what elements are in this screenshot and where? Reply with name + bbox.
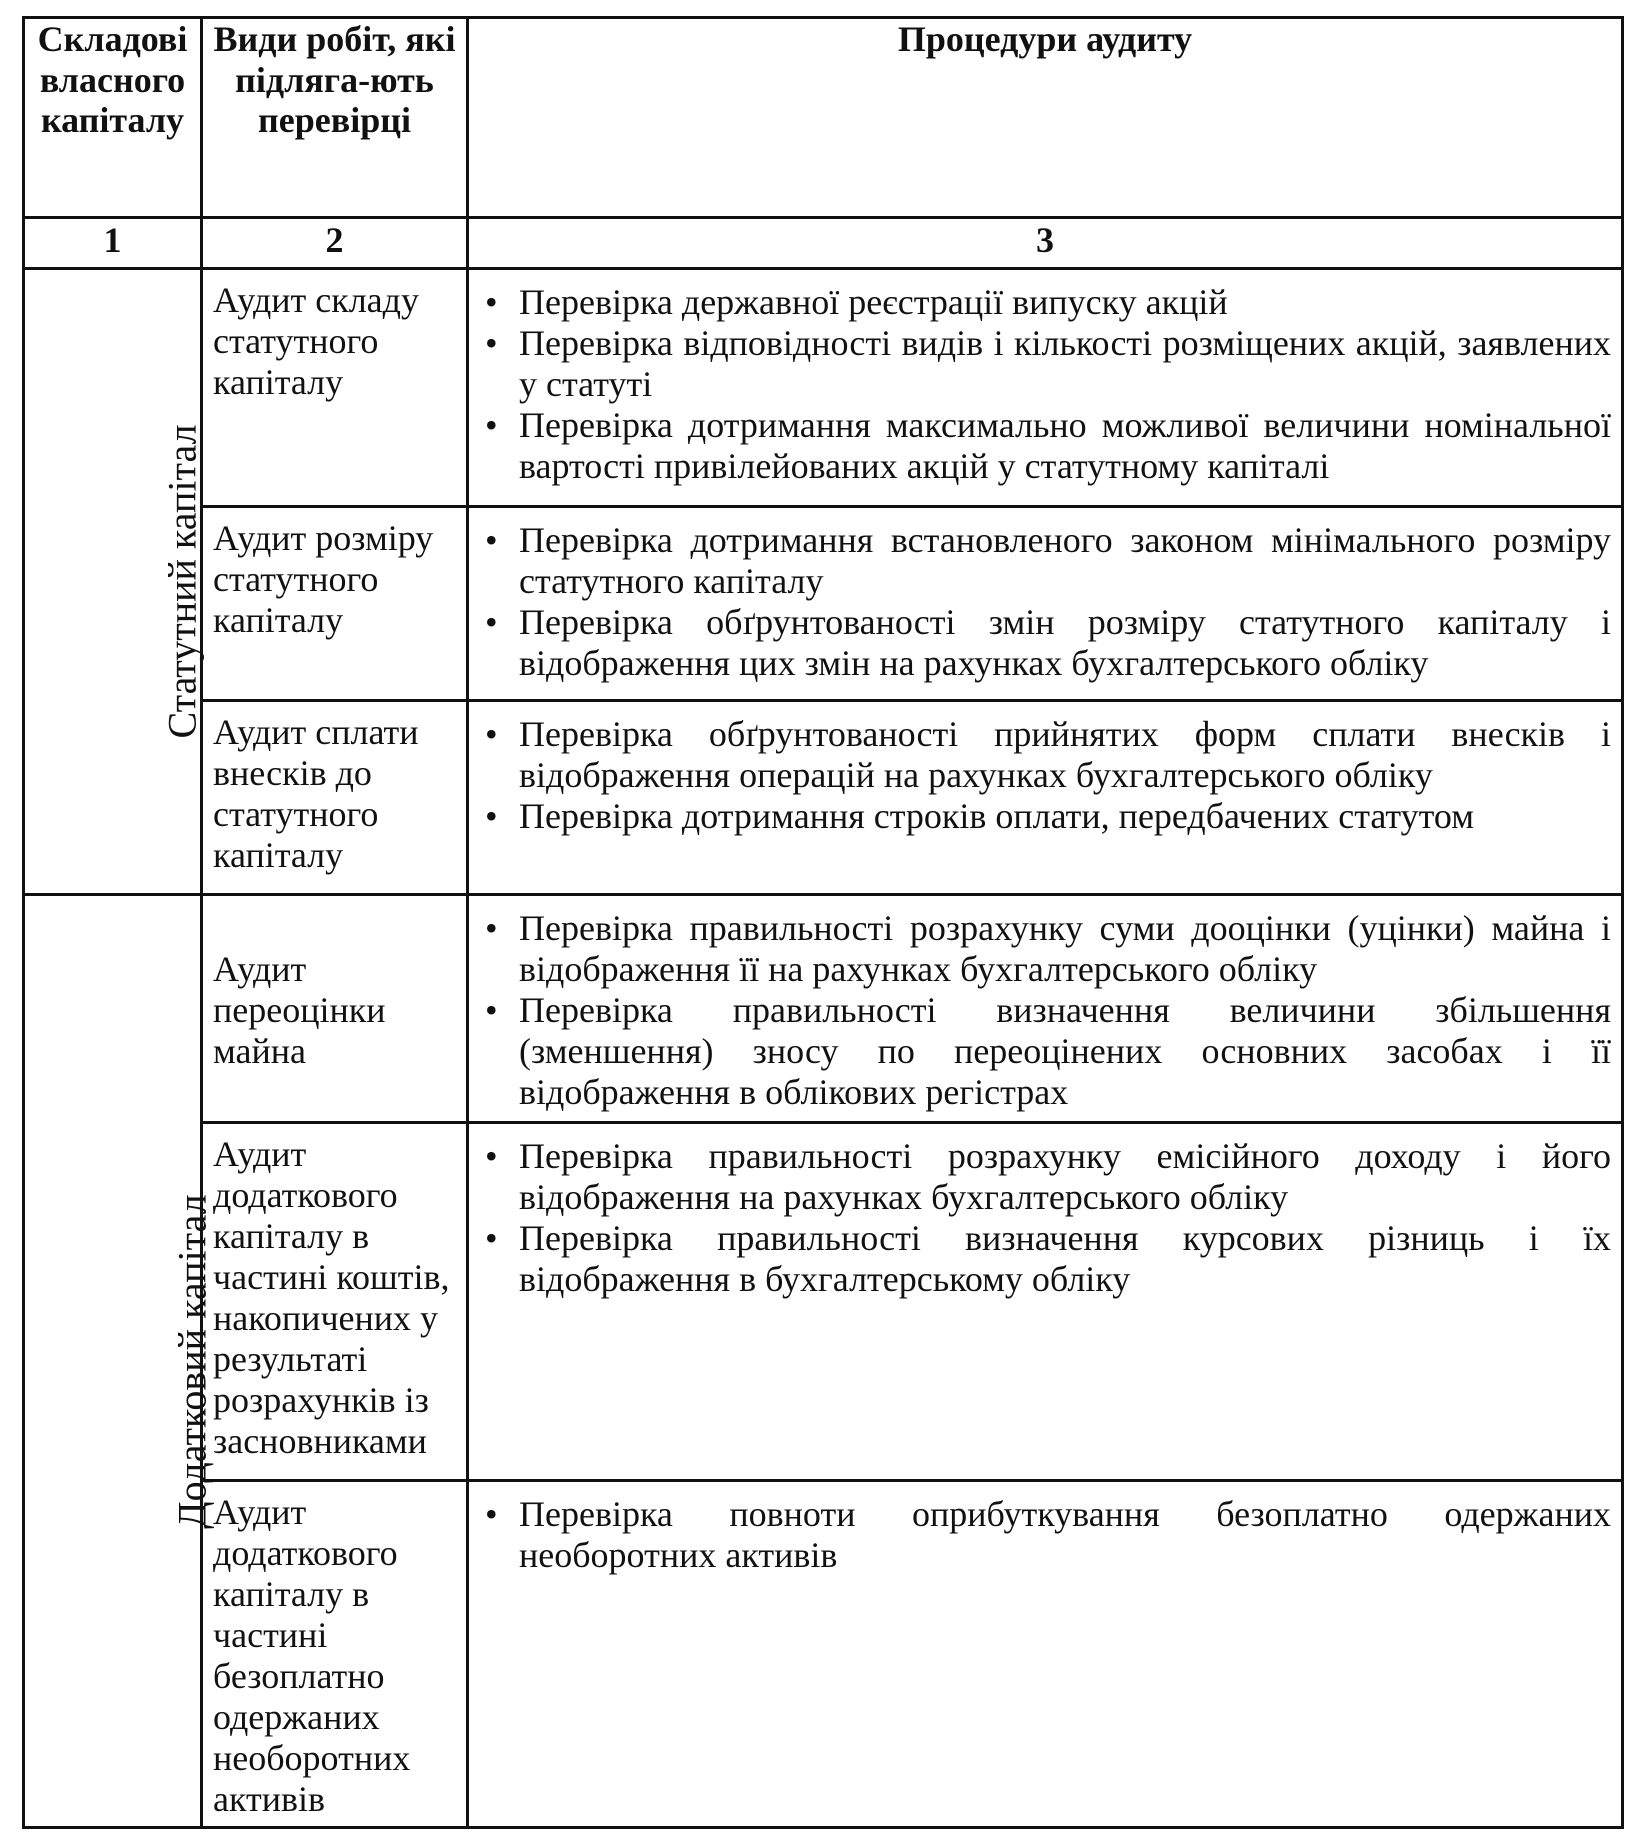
procedure-item: • Перевірка правильності розрахунку суми дооцінки (уцінки) майна і відображення її на рахунках бухгалтерського обліку <box>481 908 1611 990</box>
group-label: Додатковий капітал <box>169 1193 215 1529</box>
procedures-cell <box>468 1481 1623 1828</box>
table-row <box>24 701 1623 895</box>
work-type-cell: Аудит складу статутного капіталу <box>202 269 468 507</box>
header-row <box>24 18 1623 218</box>
procedure-item: • Перевірка правильності визначення курсових різниць і їх відображення в бухгалтерському обліку <box>481 1218 1611 1300</box>
group-label: Статутний капітал <box>159 424 205 739</box>
procedure-item: • Перевірка правильності розрахунку емісійного доходу і його відображення на рахунках бухгалтерського обліку <box>481 1136 1611 1218</box>
procedure-item: • Перевірка дотримання строків оплати, передбачених статутом <box>481 796 1611 837</box>
audit-procedures-table <box>22 16 1624 1829</box>
work-type-cell: Аудит сплати внесків до статутного капіталу <box>202 701 468 895</box>
procedure-item: • Перевірка обґрунтованості змін розміру статутного капіталу і відображення цих змін на рахунках бухгалтерського обліку <box>481 602 1611 684</box>
work-type-cell: Аудит переоцінки майна <box>202 895 468 1123</box>
column-number-row <box>24 218 1623 269</box>
header-work-types: Види робіт, які підляга-ють перевірці <box>202 18 468 218</box>
table-row <box>24 1123 1623 1481</box>
column-number-2: 2 <box>202 218 468 269</box>
procedure-item: • Перевірка дотримання встановленого законом мінімального розміру статутного капіталу <box>481 520 1611 602</box>
procedure-item: • Перевірка правильності визначення величини збільшення (зменшення) зносу по переоцінених основних засобах і її відображення в облікових регістрах <box>481 990 1611 1113</box>
work-type-cell: Аудит додаткового капіталу в частині коштів, накопичених у результаті розрахунків із засновниками <box>202 1123 468 1481</box>
group-cell-statutory-capital <box>24 269 205 895</box>
group-cell-additional-capital <box>24 895 215 1828</box>
procedure-item: • Перевірка повноти оприбуткування безоплатно одержаних необоротних активів <box>481 1494 1611 1576</box>
column-number-3: 3 <box>468 218 1623 269</box>
header-audit-procedures: Процедури аудиту <box>468 18 1623 218</box>
procedures-cell <box>468 269 1623 507</box>
table-row <box>24 507 1623 701</box>
procedure-item: • Перевірка державної реєстрації випуску акцій <box>481 282 1611 323</box>
procedures-cell <box>468 507 1623 701</box>
procedure-item: • Перевірка дотримання максимально можливої величини номінальної вартості привілейованих акцій у статутному капіталі <box>481 405 1611 487</box>
table-row <box>24 269 1623 507</box>
header-equity-components: Складові власного капіталу <box>24 18 202 218</box>
procedures-cell <box>468 701 1623 895</box>
procedure-item: • Перевірка відповідності видів і кількості розміщених акцій, заявлених у статуті <box>481 323 1611 405</box>
table-row <box>24 895 1623 1123</box>
procedure-item: • Перевірка обґрунтованості прийнятих форм сплати внесків і відображення операцій на рахунках бухгалтерського обліку <box>481 714 1611 796</box>
procedures-cell <box>468 1123 1623 1481</box>
table-row <box>24 1481 1623 1828</box>
work-type-cell: Аудит розміру статутного капіталу <box>202 507 468 701</box>
column-number-1: 1 <box>24 218 202 269</box>
procedures-cell <box>468 895 1623 1123</box>
work-type-cell: Аудит додаткового капіталу в частині безоплатно одержаних необоротних активів <box>202 1481 468 1828</box>
